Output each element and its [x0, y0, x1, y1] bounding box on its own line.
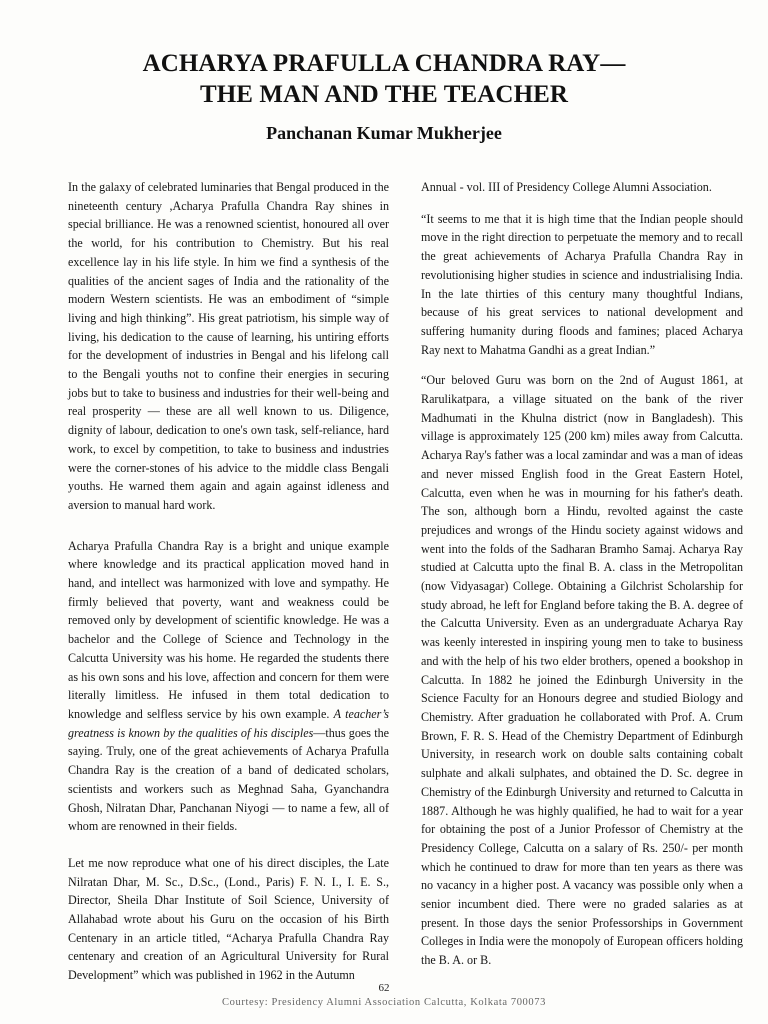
paragraph-quote-biography: “Our beloved Guru was born on the 2nd of August 1861, at Rarulikatpara, a village situated on the bank of the river Madhumati in the Khulna district (now in Bangladesh). This village is approximately 125 (200 km) miles away from Calcutta. Acharya Ray's father was a local zamindar and was a man of ideas and never missed English food in the Great Eastern Hotel, Calcutta, even when he was in mourning for his father's death. The son, although born a Hindu, revolted against the caste prejudices and wrongs of the Hindu society against widows and went into the folds of the Sadharan Bramho Samaj. Acharya Ray studied at Calcutta upto the final B. A. class in the Metropolitan (now Vidyasagar) College. Obtaining a Gilchrist Scholarship for study abroad, he left for England before taking the B. A. degree of the Calcutta University. Even as an undergraduate Acharya Ray was keenly interested in inspiring young men to take to business and with the help of his two elder brothers, opened a bookshop in Calcutta. In 1882 he joined the Edinburgh University in the Science Faculty for an Honours degree and studied Biology and Chemistry. After graduation he collaborated with Prof. A. Crum Brown, F. R. S. Head of the Chemistry Department of Edinburgh University, in research work on double salts containing cobalt sulphate and alkali sulphates, and obtained the D. Sc. degree in Chemistry of the Edinburgh University and returned to Calcutta in 1887. Although he was highly qualified, he had to wait for a year for obtaining the post of a Junior Professor of Chemistry at the Presidency College, Calcutta on a salary of Rs. 250/- per month which he continued to draw for more than ten years as there was no vacancy in a higher post. A vacancy was possible only when a senior incumbent died. There were no graded salaries as at present. In those days the senior Professorships in Government Colleges in India were the monopoly of European officers holding the B. A. or B. — [421, 373, 743, 968]
paragraph-example-tail: —thus goes the saying. Truly, one of the great achievements of Acharya Prafulla Chandra Ray is the creation of a band of dedicated scholars, scientists and workers such as Meghnad Saha, Gyanchandra Ghosh, Nilratan Dhar, Panchanan Niyogi — to name a few, all of whom are renowned in their fields. — [68, 725, 389, 834]
paragraph-quote-intro: “It seems to me that it is high time that the Indian people should move in the right direction to perpetuate the memory and to recall the great achievements of Acharya Prafulla Chandra Ray in revolutionising higher studies in science and industrialising India. In the late thirties of this century many thoughtful Indians, because of his great services to national development and suffering humanity during floods and famines; placed Acharya Ray next to Mahatma Gandhi as a great Indian.” — [421, 211, 743, 357]
right-column — [421, 178, 743, 988]
article-title — [0, 48, 768, 110]
italic-quote: A teacher’s greatness is known by the qualities of his disciples — [68, 706, 389, 740]
page-number: 62 — [378, 982, 390, 994]
title-line-2: THE MAN AND THE TEACHER — [199, 81, 569, 108]
courtesy-footer: Courtesy: Presidency Alumni Association Calcutta, Kolkata 700073 — [222, 997, 546, 1008]
author-byline: Panchanan Kumar Mukherjee — [266, 123, 502, 143]
paragraph-example-text: Acharya Prafulla Chandra Ray is a bright and unique example where knowledge and its practical application moved hand in hand, and intellect was harmonized with love and sympathy. He firmly believed that poverty, want and weakness could be removed only by development of scientific knowledge. He was a bachelor and the College of Science and Technology in the Calcutta University was his home. He regarded the students there as his own sons and his love, affection and concern for them were literally limitless. He infused in them total dedication to knowledge and selfless service by his own example. — [68, 538, 389, 721]
left-column — [68, 178, 389, 1003]
title-line-1: ACHARYA PRAFULLA CHANDRA RAY— — [142, 50, 626, 77]
paragraph-reproduce: Let me now reproduce what one of his direct disciples, the Late Nilratan Dhar, M. Sc., D.Sc., (Lond., Paris) F. N. I., I. E. S., Director, Sheila Dhar Institute of Soil Science, University of Allahabad wrote about his Guru on the occasion of his Birth Centenary in an article titled, “Acharya Prafulla Chandra Ray centenary and creation of an Agricultural University for Rural Development” which was published in 1962 in the Autumn — [68, 855, 389, 983]
paragraph-example — [68, 537, 389, 836]
paragraph-annual: Annual - vol. III of Presidency College Alumni Association. — [421, 180, 712, 194]
paragraph-intro: In the galaxy of celebrated luminaries that Bengal produced in the nineteenth century ,Acharya Prafulla Chandra Ray shines in special brilliance. He was a renowned scientist, honoured all over the world, for his contribution to Chemistry. But his real excellence lay in his life style. In him we find a synthesis of the qualities of the ancient sages of India and the rationality of the modern Western scientists. He was an embodiment of “simple living and high thinking”. His great patriotism, his simple way of living, his dedication to the cause of learning, his untiring efforts for the development of industries in Bengal and his lifelong call to the Bengali youths not to confine their energies in securing jobs but to take to business and industries for their well-being and real prosperity — these are all well known to us. Diligence, dignity of labour, dedication to one's own task, self-reliance, hard work, to excel by competition, to take to business and industries were the corner-stones of his advice to the middle class Bengali youths. He warned them again and again against idleness and aversion to manual hard work. — [68, 180, 389, 512]
